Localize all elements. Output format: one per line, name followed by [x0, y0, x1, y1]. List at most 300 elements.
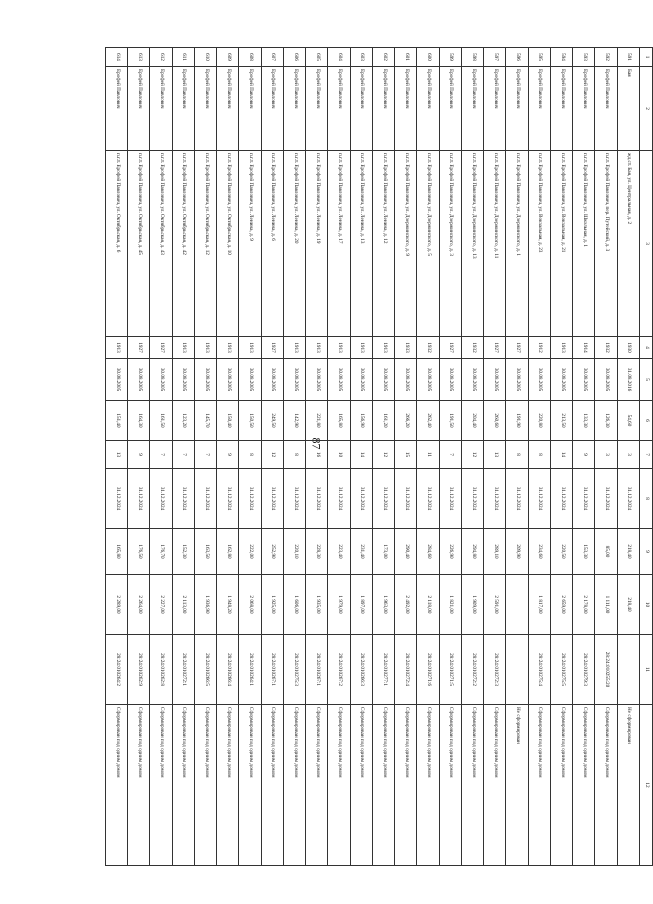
table-cell-col-12: Сформирован под одним домом — [484, 705, 506, 866]
table-cell-col-4: 1913 — [284, 337, 306, 359]
table-cell-col-11: 28:24:010272:2 — [462, 635, 484, 705]
table-cell-col-4: 1927 — [150, 337, 172, 359]
table-cell-col-8: 31.12.2024 — [573, 469, 595, 529]
table-row — [395, 48, 417, 866]
table-cell-col-6: 161,50 — [150, 401, 172, 441]
table-cell-col-5: 30.08.2005 — [172, 359, 194, 401]
table-cell-col-12: Сформирован под одним домом — [462, 705, 484, 866]
table-cell-col-2: Ерофей Павлович — [128, 67, 150, 151]
table-cell-col-1: 595 — [528, 48, 550, 67]
table-cell-col-1: 600 — [417, 48, 439, 67]
table-cell-col-10: 2 492,00 — [395, 575, 417, 635]
table-cell-col-10: 2 113,00 — [172, 575, 194, 635]
table-cell-col-1: 614 — [106, 48, 128, 67]
table-cell-col-7: 7 — [195, 441, 217, 469]
table-cell-col-9: 163,50 — [195, 529, 217, 575]
table-row — [595, 48, 617, 866]
table-cell-col-3: п.г.т. Ерофей Павлович, ул. Ленина, д. 20 — [284, 151, 306, 337]
table-cell-col-1: 606 — [284, 48, 306, 67]
table-cell-col-7: 8 — [284, 441, 306, 469]
table-cell-col-2: Бая — [617, 67, 639, 151]
table-cell-col-1: 598 — [462, 48, 484, 67]
table-cell-col-8: 31.12.2024 — [551, 469, 573, 529]
table-cell-col-7: 9 — [573, 441, 595, 469]
table-cell-col-3: п.г.т. Ерофей Павлович, ул. Дзержинского, д. 1 — [506, 151, 528, 337]
table-cell-col-5: 30.08.2005 — [462, 359, 484, 401]
column-header-8: 8 — [640, 469, 653, 529]
table-cell-col-7: 9 — [128, 441, 150, 469]
table-cell-col-9: 284,60 — [417, 529, 439, 575]
table-cell-col-5: 30.08.2005 — [128, 359, 150, 401]
table-cell-col-10: 2 227,00 — [150, 575, 172, 635]
table-cell-col-10: 218,40 — [617, 575, 639, 635]
table-cell-col-8: 31.12.2024 — [350, 469, 372, 529]
table-cell-col-6: 164,30 — [128, 401, 150, 441]
table-cell-col-10: 1 817,00 — [528, 575, 550, 635]
column-header-10: 10 — [640, 575, 653, 635]
table-row — [128, 48, 150, 866]
table-row — [551, 48, 573, 866]
table-cell-col-1: 594 — [551, 48, 573, 67]
table-cell-col-9: 209,90 — [506, 529, 528, 575]
table-cell-col-4: 1913 — [551, 337, 573, 359]
table-cell-col-10: 1 925,00 — [261, 575, 283, 635]
table-cell-col-4: 1913 — [217, 337, 239, 359]
table-cell-col-6: 156,90 — [350, 401, 372, 441]
table-cell-col-8: 31.12.2024 — [506, 469, 528, 529]
table-cell-col-7: 12 — [462, 441, 484, 469]
table-cell-col-10: 2 068,00 — [239, 575, 261, 635]
table-cell-col-7: 16 — [306, 441, 328, 469]
table-cell-col-2: Ерофей Павлович — [528, 67, 550, 151]
table-cell-col-2: Ерофей Павлович — [172, 67, 194, 151]
table-cell-col-5: 30.08.2005 — [150, 359, 172, 401]
table-cell-col-1: 612 — [150, 48, 172, 67]
table-cell-col-12: Сформирован под одним домом — [106, 705, 128, 866]
table-cell-col-7: 12 — [373, 441, 395, 469]
table-cell-col-3: п.г.т. Ерофей Павлович, ул. Школьная, д. 1 — [573, 151, 595, 337]
table-cell-col-6: 266,20 — [395, 401, 417, 441]
table-cell-col-8: 31.12.2024 — [217, 469, 239, 529]
table-row — [195, 48, 217, 866]
table-cell-col-4: 1927 — [506, 337, 528, 359]
table-cell-col-1: 611 — [172, 48, 194, 67]
table-cell-col-4: 1913 — [350, 337, 372, 359]
table-cell-col-12: Не сформирован — [506, 705, 528, 866]
table-row — [284, 48, 306, 866]
table-cell-col-11: 28:24:010275:3 — [284, 635, 306, 705]
table-row — [106, 48, 128, 866]
table-cell-col-6: 126,30 — [595, 401, 617, 441]
buildings-table — [105, 47, 653, 866]
table-cell-col-10: 1 111,00 — [595, 575, 617, 635]
table-row — [328, 48, 350, 866]
table-cell-col-11: 28:24:010267:2 — [328, 635, 350, 705]
table-cell-col-9: 289,10 — [484, 529, 506, 575]
header-row — [640, 48, 653, 866]
table-cell-col-9: 228,30 — [306, 529, 328, 575]
table-cell-col-9: 162,80 — [217, 529, 239, 575]
table-cell-col-12: Сформирован под одним домом — [195, 705, 217, 866]
table-cell-col-6: 221,80 — [306, 401, 328, 441]
table-cell-col-5: 30.08.2005 — [439, 359, 461, 401]
table-cell-col-12: Сформирован под одним домом — [284, 705, 306, 866]
table-cell-col-4: 1932 — [595, 337, 617, 359]
table-cell-col-12: Сформирован под одним домом — [528, 705, 550, 866]
table-row — [150, 48, 172, 866]
table-cell-col-7: 8 — [239, 441, 261, 469]
table-cell-col-9: 176,70 — [150, 529, 172, 575]
table-cell-col-11: 28:24:010264:1 — [239, 635, 261, 705]
table-cell-col-12: Сформирован под одним домом — [439, 705, 461, 866]
table-cell-col-7: 3 — [595, 441, 617, 469]
table-cell-col-8: 31.12.2024 — [150, 469, 172, 529]
table-cell-col-4: 1927 — [128, 337, 150, 359]
table-cell-col-11: 28:24:010275:4 — [528, 635, 550, 705]
table-cell-col-4: 1913 — [195, 337, 217, 359]
table-cell-col-4: 1913 — [106, 337, 128, 359]
table-cell-col-2: Ерофей Павлович — [106, 67, 128, 151]
table-cell-col-8: 31.12.2024 — [595, 469, 617, 529]
table-cell-col-11 — [506, 635, 528, 705]
table-cell-col-10: 1 909,00 — [462, 575, 484, 635]
table-cell-col-7: 14 — [350, 441, 372, 469]
table-cell-col-2: Ерофей Павлович — [373, 67, 395, 151]
table-cell-col-12: Сформирован под одним домом — [551, 705, 573, 866]
table-row — [484, 48, 506, 866]
table-cell-col-6: 142,90 — [284, 401, 306, 441]
table-row — [239, 48, 261, 866]
table-cell-col-2: Ерофей Павлович — [306, 67, 328, 151]
rotated-table-container — [0, 47, 653, 788]
table-cell-col-10: 2 118,00 — [417, 575, 439, 635]
table-cell-col-10: 2 178,00 — [573, 575, 595, 635]
table-cell-col-8: 31.12.2024 — [239, 469, 261, 529]
table-cell-col-11: 28:24:010266:3 — [350, 635, 372, 705]
table-cell-col-8: 31.12.2024 — [417, 469, 439, 529]
table-cell-col-6: 220,80 — [528, 401, 550, 441]
table-cell-col-7: 11 — [417, 441, 439, 469]
table-cell-col-11: 28:24:010277:1 — [373, 635, 395, 705]
table-cell-col-3: п.г.т. Ерофей Павлович, ул. Октябрьская, д. 43 — [150, 151, 172, 337]
table-cell-col-11: 28:24:010267:1 — [261, 635, 283, 705]
table-cell-col-10: 1 963,00 — [373, 575, 395, 635]
table-cell-col-2: Ерофей Павлович — [217, 67, 239, 151]
table-cell-col-2: Ерофей Павлович — [417, 67, 439, 151]
column-header-12: 12 — [640, 705, 653, 866]
table-cell-col-3: п.г.т. Ерофей Павлович, ул. Ленина, д. 9 — [239, 151, 261, 337]
table-cell-col-1: 597 — [484, 48, 506, 67]
table-cell-col-11: 28:24:010272:1 — [172, 635, 194, 705]
table-cell-col-5: 30.08.2005 — [328, 359, 350, 401]
table-cell-col-3: п.г.т. Ерофей Павлович, ул. Ленина, д. 13 — [350, 151, 372, 337]
table-cell-col-10: 1 979,00 — [328, 575, 350, 635]
table-cell-col-8: 31.12.2024 — [439, 469, 461, 529]
table-cell-col-2: Ерофей Павлович — [239, 67, 261, 151]
table-cell-col-2: Ерофей Павлович — [261, 67, 283, 151]
table-cell-col-2: Ерофей Павлович — [506, 67, 528, 151]
table-cell-col-8: 31.12.2024 — [328, 469, 350, 529]
table-cell-col-12: Сформирован под одним домом — [128, 705, 150, 866]
table-cell-col-4: 1933 — [395, 337, 417, 359]
table-cell-col-3: п.г.т. Ерофей Павлович, ул. Дзержинского, д. 5 — [417, 151, 439, 337]
table-cell-col-5: 30.08.2005 — [106, 359, 128, 401]
table-cell-col-9: 220,10 — [284, 529, 306, 575]
table-cell-col-3: п.г.т. Ерофей Павлович, ул. Ленина, д. 19 — [306, 151, 328, 337]
table-cell-col-11: 28:24:010262:9 — [128, 635, 150, 705]
table-cell-col-6: 213,50 — [551, 401, 573, 441]
table-cell-col-12: Сформирован под одним домом — [239, 705, 261, 866]
table-cell-col-4: 1932 — [462, 337, 484, 359]
table-cell-col-4: 1930 — [617, 337, 639, 359]
table-cell-col-5: 30.08.2005 — [395, 359, 417, 401]
table-cell-col-6: 151,40 — [106, 401, 128, 441]
table-cell-col-9: 173,00 — [373, 529, 395, 575]
table-cell-col-11: 28:24:010255:20 — [595, 635, 617, 705]
table-cell-col-9: 85,00 — [595, 529, 617, 575]
column-header-9: 9 — [640, 529, 653, 575]
table-cell-col-2: Ерофей Павлович — [195, 67, 217, 151]
table-cell-col-4: 1913 — [239, 337, 261, 359]
table-cell-col-7: 7 — [150, 441, 172, 469]
table-cell-col-9: 218,40 — [617, 529, 639, 575]
column-header-7: 7 — [640, 441, 653, 469]
table-cell-col-3: п.г.т. Ерофей Павлович, ул. Октябрьская, д. 42 — [172, 151, 194, 337]
table-cell-col-1: 591 — [617, 48, 639, 67]
table-cell-col-8: 31.12.2024 — [261, 469, 283, 529]
table-cell-col-5: 30.08.2005 — [551, 359, 573, 401]
table-cell-col-2: Ерофей Павлович — [395, 67, 417, 151]
table-cell-col-10: 1 606,00 — [284, 575, 306, 635]
table-cell-col-7: 14 — [551, 441, 573, 469]
column-header-2: 2 — [640, 67, 653, 151]
table-cell-col-12: Сформирован под одним домом — [150, 705, 172, 866]
table-row — [417, 48, 439, 866]
table-cell-col-8: 31.12.2024 — [617, 469, 639, 529]
table-cell-col-5: 30.08.2005 — [528, 359, 550, 401]
table-cell-col-2: Ерофей Павлович — [551, 67, 573, 151]
table-cell-col-7: 7 — [439, 441, 461, 469]
column-header-1: 1 — [640, 48, 653, 67]
table-cell-col-4: 1927 — [439, 337, 461, 359]
table-cell-col-6: 145,70 — [195, 401, 217, 441]
table-cell-col-7: 12 — [261, 441, 283, 469]
table-cell-col-1: 602 — [373, 48, 395, 67]
table-row — [573, 48, 595, 866]
table-cell-col-6: 165,80 — [328, 401, 350, 441]
table-cell-col-9: 223,40 — [328, 529, 350, 575]
table-cell-col-10: 1 935,00 — [306, 575, 328, 635]
page-number: 87 — [309, 437, 324, 450]
table-cell-col-2: Ерофей Павлович — [150, 67, 172, 151]
table-cell-col-12: Сформирован под одним домом — [172, 705, 194, 866]
table-cell-col-11: 28:24:010262:8 — [150, 635, 172, 705]
table-cell-col-5: 30.08.2005 — [195, 359, 217, 401]
table-cell-col-10 — [506, 575, 528, 635]
column-header-3: 3 — [640, 151, 653, 337]
table-cell-col-7: 13 — [106, 441, 128, 469]
table-cell-col-2: Ерофей Павлович — [439, 67, 461, 151]
table-cell-col-8: 31.12.2024 — [195, 469, 217, 529]
table-cell-col-1: 603 — [350, 48, 372, 67]
table-cell-col-2: Ерофей Павлович — [595, 67, 617, 151]
table-cell-col-8: 31.12.2024 — [128, 469, 150, 529]
table-cell-col-2: Ерофей Павлович — [328, 67, 350, 151]
table-cell-col-3: жд.ст. Бая, ул. Центральная, д. 2 — [617, 151, 639, 337]
table-cell-col-10: 1 821,00 — [439, 575, 461, 635]
table-body — [106, 48, 640, 866]
table-cell-col-8: 31.12.2024 — [462, 469, 484, 529]
table-cell-col-7: 10 — [328, 441, 350, 469]
table-cell-col-7: 15 — [395, 441, 417, 469]
table-row — [217, 48, 239, 866]
table-cell-col-2: Ерофей Павлович — [284, 67, 306, 151]
table-cell-col-5: 30.08.2005 — [217, 359, 239, 401]
table-cell-col-7: 9 — [217, 441, 239, 469]
column-header-5: 5 — [640, 359, 653, 401]
table-cell-col-3: п.г.т. Ерофей Павлович, пер. Путейский, д. 3 — [595, 151, 617, 337]
table-cell-col-3: п.г.т. Ерофей Павлович, ул. Дзержинского, д. 13 — [462, 151, 484, 337]
table-cell-col-10: 2 264,00 — [128, 575, 150, 635]
table-cell-col-6: 249,50 — [261, 401, 283, 441]
table-cell-col-1: 599 — [439, 48, 461, 67]
table-row — [261, 48, 283, 866]
table-cell-col-9: 176,50 — [128, 529, 150, 575]
table-row — [506, 48, 528, 866]
table-cell-col-7: 8 — [528, 441, 550, 469]
table-cell-col-5: 30.08.2005 — [506, 359, 528, 401]
table-cell-col-11: 28:24:010267:1 — [306, 635, 328, 705]
table-cell-col-6: 123,20 — [172, 401, 194, 441]
table-cell-col-5: 30.08.2005 — [306, 359, 328, 401]
table-cell-col-1: 613 — [128, 48, 150, 67]
table-row — [306, 48, 328, 866]
table-cell-col-3: п.г.т. Ерофей Павлович, ул. Дзержинского, д. 3 — [439, 151, 461, 337]
table-cell-col-4: 1912 — [528, 337, 550, 359]
table-cell-col-4: 1927 — [484, 337, 506, 359]
table-cell-col-3: п.г.т. Ерофей Павлович, ул. Вокзальная, д. 21 — [551, 151, 573, 337]
table-cell-col-3: п.г.т. Ерофей Павлович, ул. Ленина, д. 6 — [261, 151, 283, 337]
table-row — [439, 48, 461, 866]
table-cell-col-3: п.г.т. Ерофей Павлович, ул. Ленина, д. 12 — [373, 151, 395, 337]
table-row — [172, 48, 194, 866]
table-cell-col-8: 31.12.2024 — [172, 469, 194, 529]
table-cell-col-6: 191,90 — [506, 401, 528, 441]
table-cell-col-10: 2 659,00 — [551, 575, 573, 635]
table-cell-col-7: 3 — [617, 441, 639, 469]
table-cell-col-6: 191,50 — [439, 401, 461, 441]
table-cell-col-6: 260,60 — [484, 401, 506, 441]
table-row — [617, 48, 639, 866]
table-cell-col-9: 226,90 — [439, 529, 461, 575]
table-cell-col-10: 2 591,00 — [484, 575, 506, 635]
table-cell-col-4: 1913 — [172, 337, 194, 359]
table-cell-col-12: Сформирован под одним домом — [306, 705, 328, 866]
table-cell-col-9: 294,80 — [462, 529, 484, 575]
table-cell-col-4: 1927 — [261, 337, 283, 359]
table-cell-col-12: Сформирован под одним домом — [573, 705, 595, 866]
table-cell-col-2: Ерофей Павлович — [350, 67, 372, 151]
table-cell-col-2: Ерофей Павлович — [484, 67, 506, 151]
table-cell-col-1: 593 — [573, 48, 595, 67]
table-cell-col-3: п.г.т. Ерофей Павлович, ул. Октябрьская, д. 45 — [128, 151, 150, 337]
table-cell-col-4: 1913 — [306, 337, 328, 359]
table-cell-col-5: 30.08.2005 — [595, 359, 617, 401]
table-cell-col-11: 28:24:010266:5 — [195, 635, 217, 705]
table-cell-col-6: 161,20 — [373, 401, 395, 441]
table-cell-col-11: 28:24:010271:5 — [439, 635, 461, 705]
table-cell-col-9: 234,60 — [528, 529, 550, 575]
table-cell-col-1: 607 — [261, 48, 283, 67]
table-cell-col-3: п.г.т. Ерофей Павлович, ул. Октябрьская, д. 12 — [195, 151, 217, 337]
table-cell-col-11: 28:24:010272:4 — [395, 635, 417, 705]
table-cell-col-10: 1 897,00 — [350, 575, 372, 635]
table-cell-col-12: Сформирован под одним домом — [595, 705, 617, 866]
table-cell-col-2: Ерофей Павлович — [462, 67, 484, 151]
table-cell-col-1: 601 — [395, 48, 417, 67]
table-cell-col-4: 1913 — [373, 337, 395, 359]
table-cell-col-3: п.г.т. Ерофей Павлович, ул. Ленина, д. 17 — [328, 151, 350, 337]
table-cell-col-5: 30.08.2005 — [373, 359, 395, 401]
table-row — [373, 48, 395, 866]
table-cell-col-9: 153,30 — [573, 529, 595, 575]
table-cell-col-11: 28:24:010264:2 — [106, 635, 128, 705]
column-header-4: 4 — [640, 337, 653, 359]
table-cell-col-7: 7 — [172, 441, 194, 469]
table-cell-col-3: п.г.т. Ерофей Павлович, ул. Октябрьская, д. 6 — [106, 151, 128, 337]
table-cell-col-12: Сформирован под одним домом — [350, 705, 372, 866]
table-cell-col-2: Ерофей Павлович — [573, 67, 595, 151]
table-row — [528, 48, 550, 866]
table-cell-col-11: 28:24:010279:3 — [573, 635, 595, 705]
table-cell-col-8: 31.12.2024 — [528, 469, 550, 529]
table-row — [462, 48, 484, 866]
table-cell-col-1: 609 — [217, 48, 239, 67]
table-cell-col-1: 604 — [328, 48, 350, 67]
table-cell-col-11: 28:24:010271:6 — [417, 635, 439, 705]
table-cell-col-9: 231,40 — [350, 529, 372, 575]
column-header-6: 6 — [640, 401, 653, 441]
column-header-11: 11 — [640, 635, 653, 705]
table-cell-col-5: 31.08.2016 — [617, 359, 639, 401]
table-cell-col-8: 31.12.2024 — [306, 469, 328, 529]
table-cell-col-4: 1932 — [417, 337, 439, 359]
table-cell-col-1: 596 — [506, 48, 528, 67]
table-cell-col-3: п.г.т. Ерофей Павлович, ул. Октябрьская, д. 10 — [217, 151, 239, 337]
table-cell-col-8: 31.12.2024 — [284, 469, 306, 529]
table-cell-col-11: 28:24:010266:4 — [217, 635, 239, 705]
table-cell-col-12: Сформирован под одним домом — [261, 705, 283, 866]
table-cell-col-7: 13 — [484, 441, 506, 469]
table-cell-col-6: 150,40 — [217, 401, 239, 441]
table-cell-col-4: 1914 — [573, 337, 595, 359]
table-cell-col-5: 30.08.2005 — [484, 359, 506, 401]
table-cell-col-8: 31.12.2024 — [484, 469, 506, 529]
table-cell-col-4: 1913 — [328, 337, 350, 359]
table-cell-col-12: Сформирован под одним домом — [373, 705, 395, 866]
table-cell-col-8: 31.12.2024 — [395, 469, 417, 529]
table-cell-col-5: 30.08.2005 — [284, 359, 306, 401]
table-cell-col-12: Сформирован под одним домом — [217, 705, 239, 866]
table-cell-col-5: 30.08.2005 — [239, 359, 261, 401]
table-cell-col-1: 592 — [595, 48, 617, 67]
table-cell-col-9: 290,40 — [395, 529, 417, 575]
table-cell-col-9: 252,90 — [261, 529, 283, 575]
table-cell-col-6: 54,60 — [617, 401, 639, 441]
table-cell-col-7: 8 — [506, 441, 528, 469]
table-cell-col-8: 31.12.2024 — [373, 469, 395, 529]
table-cell-col-1: 605 — [306, 48, 328, 67]
